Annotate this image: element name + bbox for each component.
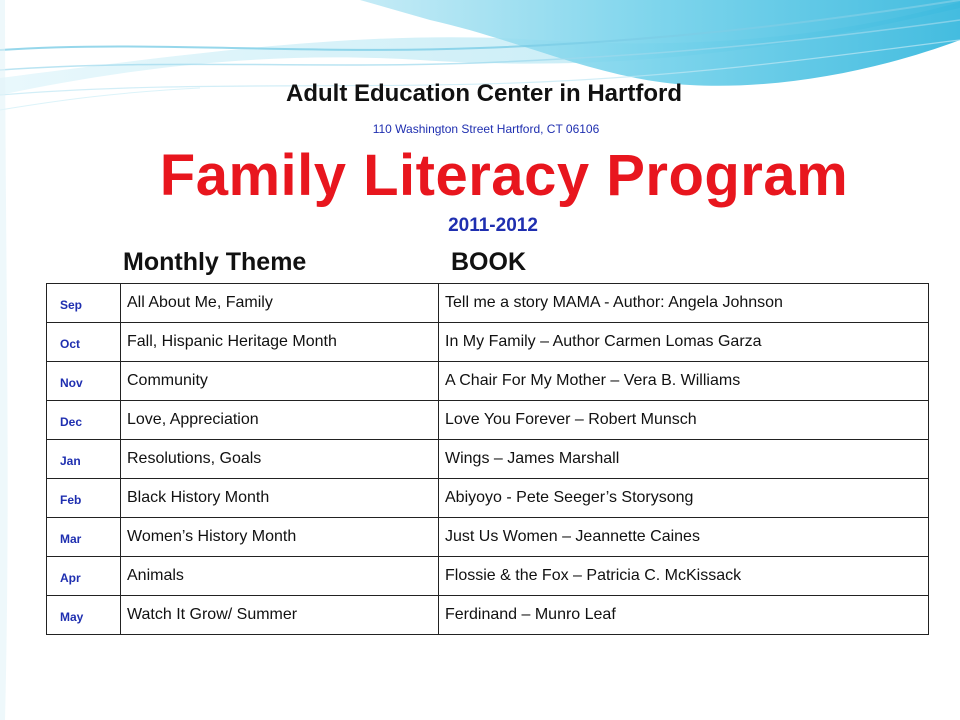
month-cell: Nov [47, 362, 121, 401]
schedule-table [46, 283, 929, 635]
table-row [47, 323, 929, 362]
table-row [47, 518, 929, 557]
book-cell: Just Us Women – Jeannette Caines [439, 518, 929, 557]
month-cell: May [47, 596, 121, 635]
book-cell: Wings – James Marshall [439, 440, 929, 479]
table-row [47, 479, 929, 518]
month-cell: Feb [47, 479, 121, 518]
organization-address: 110 Washington Street Hartford, CT 06106 [372, 122, 600, 136]
table-row [47, 440, 929, 479]
book-cell: A Chair For My Mother – Vera B. Williams [439, 362, 929, 401]
theme-cell: All About Me, Family [121, 284, 439, 323]
month-cell: Apr [47, 557, 121, 596]
column-header-book: BOOK [451, 248, 526, 276]
theme-cell: Watch It Grow/ Summer [121, 596, 439, 635]
theme-cell: Resolutions, Goals [121, 440, 439, 479]
theme-cell: Women’s History Month [121, 518, 439, 557]
table-row [47, 362, 929, 401]
month-cell: Mar [47, 518, 121, 557]
table-row [47, 557, 929, 596]
month-cell: Oct [47, 323, 121, 362]
table-row [47, 401, 929, 440]
table-row [47, 596, 929, 635]
book-cell: Tell me a story MAMA - Author: Angela Johnson [439, 284, 929, 323]
program-year: 2011-2012 [448, 215, 538, 236]
program-title: Family Literacy Program [159, 143, 849, 208]
theme-cell: Black History Month [121, 479, 439, 518]
theme-cell: Community [121, 362, 439, 401]
book-cell: Love You Forever – Robert Munsch [439, 401, 929, 440]
book-cell: Abiyoyo - Pete Seeger’s Storysong [439, 479, 929, 518]
month-cell: Sep [47, 284, 121, 323]
table-row [47, 284, 929, 323]
theme-cell: Love, Appreciation [121, 401, 439, 440]
theme-cell: Fall, Hispanic Heritage Month [121, 323, 439, 362]
theme-cell: Animals [121, 557, 439, 596]
book-cell: Flossie & the Fox – Patricia C. McKissack [439, 557, 929, 596]
month-cell: Jan [47, 440, 121, 479]
column-header-monthly-theme: Monthly Theme [123, 248, 307, 276]
organization-name: Adult Education Center in Hartford [286, 80, 682, 107]
book-cell: Ferdinand – Munro Leaf [439, 596, 929, 635]
book-cell: In My Family – Author Carmen Lomas Garza [439, 323, 929, 362]
month-cell: Dec [47, 401, 121, 440]
